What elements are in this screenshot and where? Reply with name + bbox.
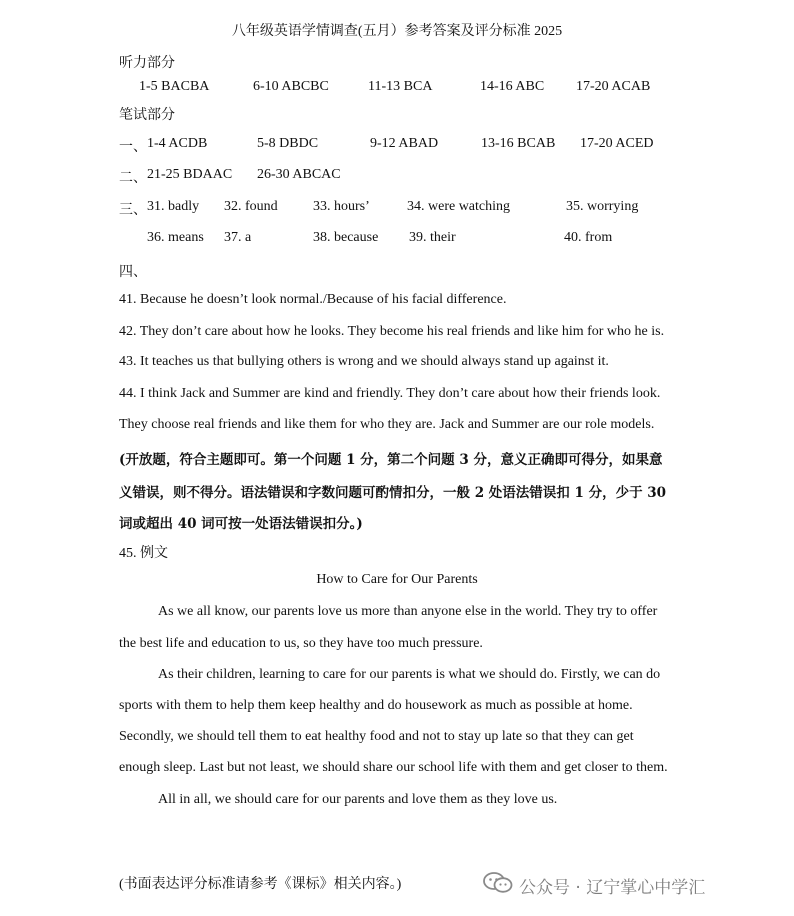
essay-title: How to Care for Our Parents bbox=[316, 572, 478, 587]
part1-answer: 1-4 ACDB bbox=[147, 136, 208, 151]
part3-answer: 37. a bbox=[224, 230, 252, 245]
written-heading: 笔试部分 bbox=[119, 108, 175, 123]
part1-answer: 5-8 DBDC bbox=[257, 136, 319, 151]
essay-line: All in all, we should care for our parents and love them as they love us. bbox=[158, 792, 558, 807]
part3-answer: 39. their bbox=[409, 230, 456, 245]
essay-line: sports with them to help them keep healthy and do housework as much as possible at home. bbox=[119, 698, 633, 713]
listening-answer: 1-5 BACBA bbox=[139, 79, 210, 94]
answer-44: 44. I think Jack and Summer are kind and friendly. They don’t care about how their friends look. bbox=[119, 386, 661, 401]
part3-answer: 36. means bbox=[147, 230, 204, 245]
part2-answer: 21-25 BDAAC bbox=[147, 167, 233, 182]
part2-answer: 26-30 ABCAC bbox=[257, 167, 341, 182]
essay-line: Secondly, we should tell them to eat healthy food and not to stay up late so that they can get bbox=[119, 729, 634, 744]
part2-label: 二、 bbox=[119, 171, 147, 186]
part3-answer: 34. were watching bbox=[407, 199, 511, 214]
part5-label: 45. 例文 bbox=[119, 546, 168, 561]
part1-label: 一、 bbox=[119, 140, 147, 155]
part3-answer: 35. worrying bbox=[566, 199, 639, 214]
footnote: (书面表达评分标准请参考《课标》相关内容。) bbox=[119, 877, 402, 892]
answer-42: 42. They don’t care about how he looks. They become his real friends and like him for who he is. bbox=[119, 324, 665, 339]
part1-answer: 17-20 ACED bbox=[580, 136, 654, 151]
listening-answer: 14-16 ABC bbox=[480, 79, 545, 94]
watermark-text: 公众号 · 辽宁掌心中学汇 bbox=[519, 878, 706, 898]
scoring-note: 义错误，则不得分。语法错误和字数问题可酌情扣分，一般 2 处语法错误扣 1 分，少于 30 bbox=[119, 485, 667, 501]
answer-44-cont: They choose real friends and like them for who they are. Jack and Summer are our role models. bbox=[119, 417, 655, 432]
listening-answer: 17-20 ACAB bbox=[576, 79, 651, 94]
answer-41: 41. Because he doesn’t look normal./Because of his facial difference. bbox=[119, 292, 507, 307]
essay-line: As their children, learning to care for our parents is what we should do. Firstly, we can do bbox=[158, 667, 661, 682]
part3-answer: 40. from bbox=[564, 230, 613, 245]
part3-answer: 32. found bbox=[224, 199, 278, 214]
listening-answer: 6-10 ABCBC bbox=[253, 79, 329, 94]
watermark bbox=[483, 872, 705, 899]
page-title: 八年级英语学情调查(五月）参考答案及评分标准 2025 bbox=[231, 24, 563, 39]
part4-label: 四、 bbox=[119, 265, 147, 280]
listening-answer: 11-13 BCA bbox=[368, 79, 433, 94]
part3-answer: 31. badly bbox=[147, 199, 200, 214]
essay-line: enough sleep. Last but not least, we should share our school life with them and get closer to them. bbox=[119, 760, 668, 775]
answer-43: 43. It teaches us that bullying others is wrong and we should always stand up against it. bbox=[119, 354, 609, 369]
scoring-note: 词或超出 40 词可按一处语法错误扣分。) bbox=[119, 516, 363, 532]
wechat-icon bbox=[483, 872, 513, 899]
part3-label: 三、 bbox=[119, 203, 147, 218]
essay-line: the best life and education to us, so they have too much pressure. bbox=[119, 636, 483, 651]
part3-answer: 33. hours’ bbox=[313, 199, 370, 214]
scoring-note: (开放题，符合主题即可。第一个问题 1 分，第二个问题 3 分，意义正确即可得分，如果意 bbox=[119, 452, 663, 468]
part1-answer: 13-16 BCAB bbox=[481, 136, 556, 151]
listening-heading: 听力部分 bbox=[119, 56, 175, 71]
part1-answer: 9-12 ABAD bbox=[370, 136, 439, 151]
essay-line: As we all know, our parents love us more than anyone else in the world. They try to offer bbox=[158, 604, 658, 619]
part3-answer: 38. because bbox=[313, 230, 379, 245]
